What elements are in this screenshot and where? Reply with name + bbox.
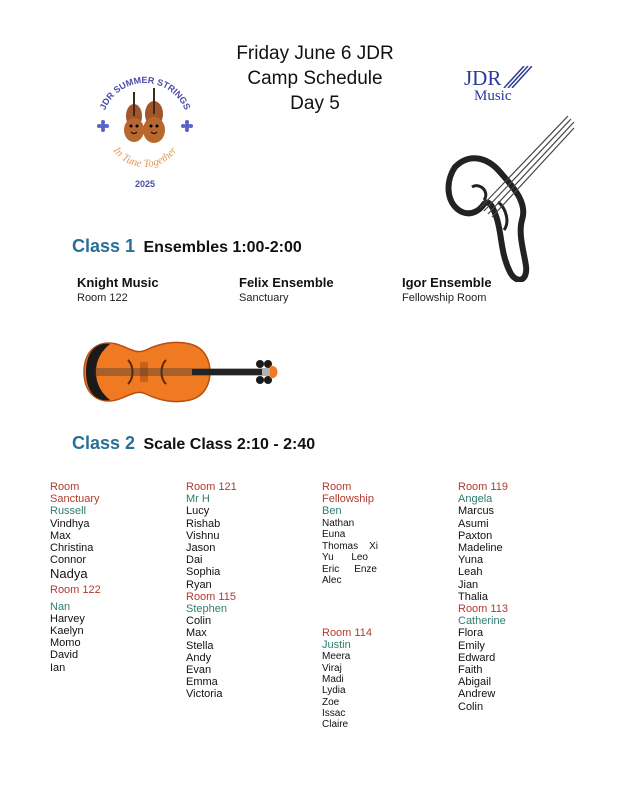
student-name: Faith <box>458 664 483 677</box>
camp-logo-year: 2025 <box>134 179 156 189</box>
cello-icon <box>440 112 575 282</box>
jdr-logo-text: JDR <box>464 66 502 90</box>
svg-text:In Tune Together <box>110 144 180 170</box>
cello-illustration <box>440 112 575 282</box>
student-name: Dai <box>186 554 203 567</box>
student-name: Stella <box>186 639 214 652</box>
room-label: Room <box>322 481 352 493</box>
student-name: Max <box>186 627 207 640</box>
teacher-name: Ben <box>322 505 342 518</box>
ensemble-room: Sanctuary <box>239 292 289 304</box>
student-name: Viraj <box>322 662 342 674</box>
student-name: Zoe <box>322 696 340 708</box>
title-day: Day 5 <box>290 93 340 114</box>
student-name: Nadya <box>50 566 88 582</box>
student-name: Ryan <box>186 578 212 591</box>
room-label: Room 115 <box>186 590 236 603</box>
class2-description: Scale Class 2:10 - 2:40 <box>143 436 316 453</box>
student-name: Max <box>50 529 71 542</box>
ensemble-name: Knight Music <box>77 275 159 290</box>
room-label: Room 119 <box>458 481 508 493</box>
teacher-name: Stephen <box>186 603 227 616</box>
student-name: Jian <box>458 578 479 591</box>
camp-logo-tagline: In Tune Together <box>110 144 180 171</box>
student-name: Nathan <box>322 517 355 529</box>
violin-icon <box>74 332 284 412</box>
class2-label: Class 2 <box>72 433 136 453</box>
student-name: Eric <box>322 563 340 575</box>
ensemble-name: Igor Ensemble <box>402 275 492 290</box>
room-label: Sanctuary <box>50 493 100 506</box>
ensemble-room: Room 122 <box>77 292 128 304</box>
student-name: Harvey <box>50 612 85 625</box>
title-camp-schedule: Camp Schedule <box>247 68 383 89</box>
student-name: Yu <box>322 552 334 564</box>
student-name: Connor <box>50 554 87 567</box>
teacher-name: Catherine <box>458 615 506 628</box>
student-name: Vindhya <box>50 517 90 530</box>
room-label: Room 122 <box>50 584 101 597</box>
student-name: Paxton <box>458 529 493 542</box>
scale-group-column-1 <box>50 481 101 674</box>
student-name: Victoria <box>186 688 223 701</box>
student-name: Yuna <box>458 554 484 567</box>
room-label: Room <box>50 481 80 493</box>
ensemble-name: Felix Ensemble <box>239 275 334 290</box>
student-name: Andy <box>186 651 212 664</box>
student-name: Rishab <box>186 517 221 530</box>
class2-heading <box>72 433 315 454</box>
room-label: Room 113 <box>458 603 508 616</box>
teacher-name: Justin <box>322 639 351 652</box>
room-label: Room 114 <box>322 627 372 639</box>
student-name: Andrew <box>458 688 496 701</box>
student-name: Leah <box>458 566 483 579</box>
class1-description: Ensembles 1:00-2:00 <box>143 239 302 256</box>
student-name: Edward <box>458 651 496 664</box>
class1-heading <box>72 236 302 257</box>
student-name: Leo <box>351 552 368 564</box>
teacher-name: Nan <box>50 600 71 613</box>
student-name: Emily <box>458 639 485 652</box>
student-name: Kaelyn <box>50 625 84 638</box>
violin-illustration <box>74 332 284 412</box>
student-name: Vishnu <box>186 529 220 542</box>
student-name: Abigail <box>458 676 492 689</box>
student-name: Thomas <box>322 540 359 552</box>
music-logo-text: Music <box>474 88 512 104</box>
class1-label: Class 1 <box>72 236 136 256</box>
title-date: Friday June 6 JDR <box>236 43 394 64</box>
camp-logo <box>90 64 200 194</box>
student-name: Sophia <box>186 566 221 579</box>
student-name: Enze <box>354 563 377 575</box>
ensemble-room: Fellowship Room <box>402 292 487 304</box>
svg-text:JDR SUMMER STRINGS <box>98 75 193 111</box>
student-name: Emma <box>186 676 218 689</box>
student-name: Lydia <box>322 685 346 697</box>
room-label: Room 121 <box>186 481 237 493</box>
student-name: Christina <box>50 542 94 555</box>
student-name: Euna <box>322 529 346 541</box>
student-name: Lucy <box>186 505 210 518</box>
student-name: Alec <box>322 575 342 587</box>
strings-slash-icon <box>502 66 532 88</box>
teacher-name: Russell <box>50 505 87 518</box>
student-name: Evan <box>186 664 212 677</box>
jdr-music-logo <box>462 66 532 108</box>
student-name: Claire <box>322 719 349 731</box>
room-label: Fellowship <box>322 493 374 506</box>
student-name: Jason <box>186 542 216 555</box>
camp-logo-arc-text: JDR SUMMER STRINGS <box>97 74 193 112</box>
student-name: Marcus <box>458 505 495 518</box>
scale-group-column-4 <box>458 481 508 713</box>
scale-group-column-3 <box>322 481 378 587</box>
violin-characters-icon <box>124 88 165 143</box>
student-name: Colin <box>458 700 484 713</box>
student-name: Xi <box>369 540 378 552</box>
student-name: Madi <box>322 674 344 685</box>
student-name: Colin <box>186 615 212 628</box>
student-name: Madeline <box>458 542 503 555</box>
student-name: Asumi <box>458 517 489 530</box>
student-name: Ian <box>50 661 66 674</box>
student-name: David <box>50 649 79 662</box>
teacher-name: Mr H <box>186 493 210 506</box>
student-name: Flora <box>458 627 484 640</box>
student-name: Issac <box>322 707 346 719</box>
scale-group-column-3b <box>322 627 372 730</box>
teacher-name: Angela <box>458 493 493 506</box>
scale-group-column-2 <box>186 481 237 701</box>
student-name: Meera <box>322 651 351 663</box>
student-name: Thalia <box>458 590 488 603</box>
student-name: Momo <box>50 637 81 650</box>
